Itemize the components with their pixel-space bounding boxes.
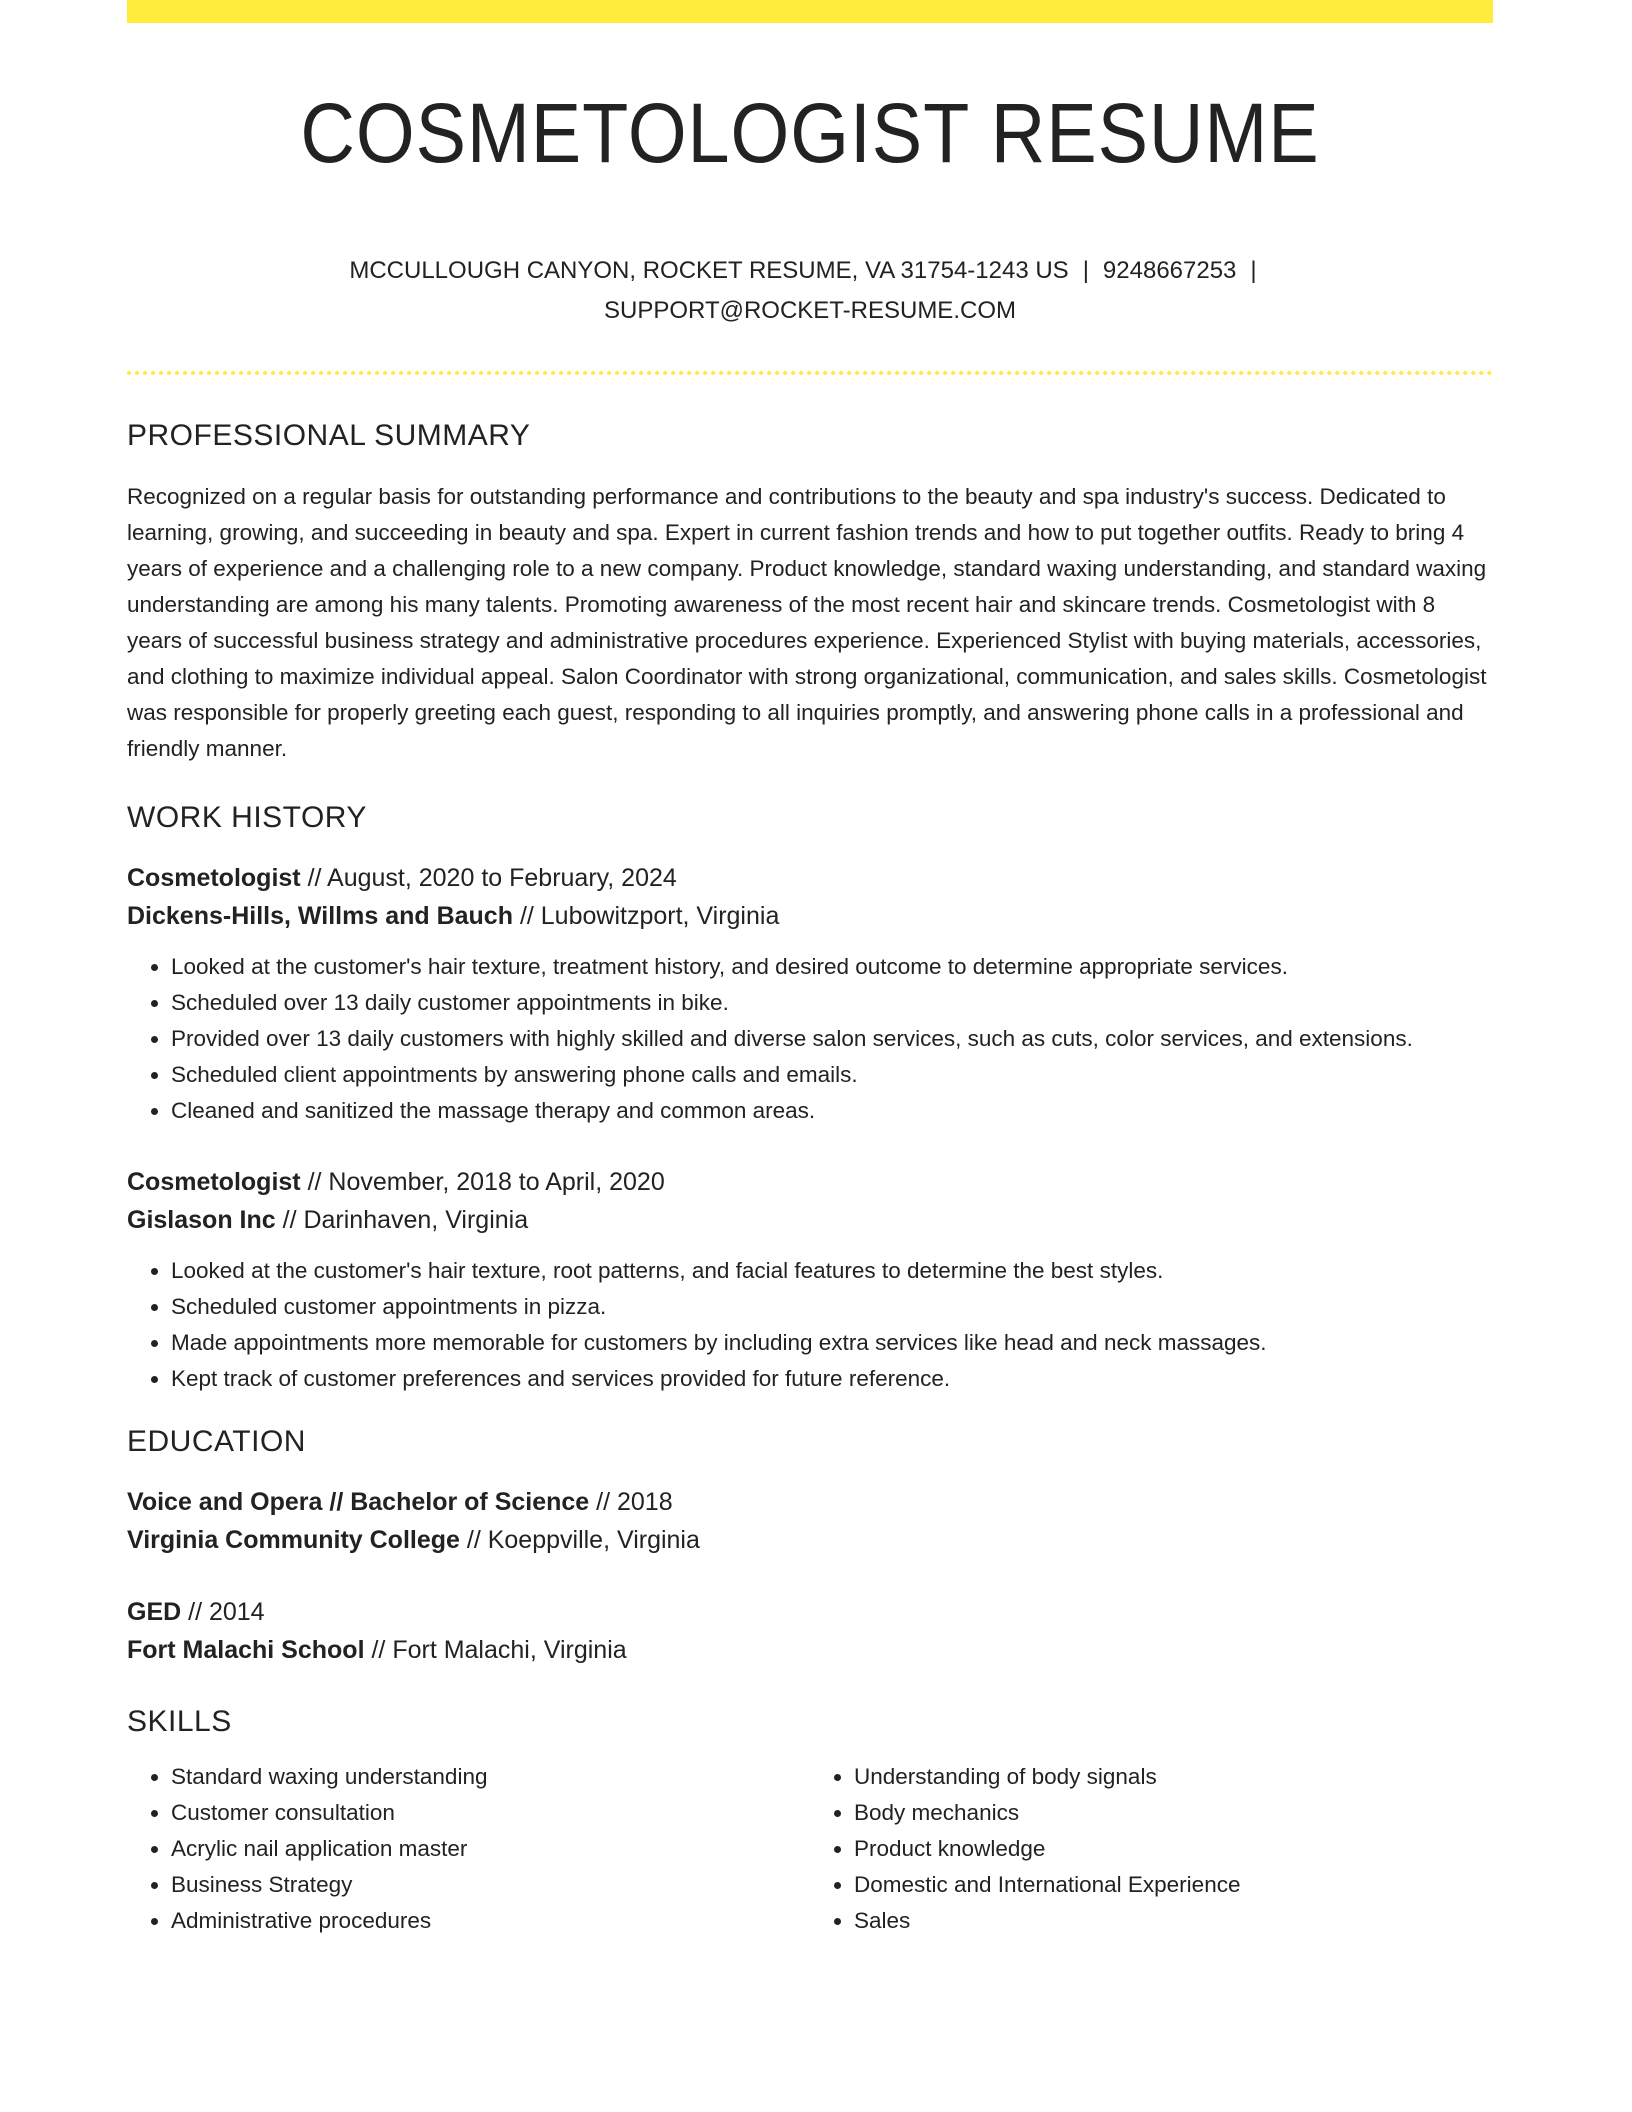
job-entry [127, 859, 1493, 935]
skills-list-right [810, 1759, 1493, 1939]
job-entry [127, 1163, 1493, 1239]
job-location: // Lubowitzport, Virginia [513, 902, 780, 930]
job-bullet: • Scheduled client appointments by answering phone calls and emails. [171, 1057, 1493, 1093]
accent-bar [127, 0, 1493, 23]
education-entry [127, 1593, 1493, 1669]
job-bullet: • Scheduled over 13 daily customer appointments in bike. [171, 985, 1493, 1021]
skill-item: • Customer consultation [171, 1795, 810, 1831]
skill-item: • Understanding of body signals [854, 1759, 1493, 1795]
education-degree: Voice and Opera // Bachelor of Science [127, 1488, 590, 1516]
job-company-line [127, 1201, 1493, 1239]
education-entry [127, 1483, 1493, 1559]
job-bullet: • Provided over 13 daily customers with highly skilled and diverse salon services, such as cuts, color services, and extensions. [171, 1021, 1493, 1057]
education-year: // 2018 [589, 1488, 673, 1516]
skills-columns [127, 1759, 1493, 1939]
education-school-line [127, 1631, 1493, 1669]
skill-item: • Domestic and International Experience [854, 1867, 1493, 1903]
job-bullet: • Made appointments more memorable for customers by including extra services like head and neck massages. [171, 1325, 1493, 1361]
skill-item: • Body mechanics [854, 1795, 1493, 1831]
contact-separator: | [1250, 257, 1257, 284]
contact-info [127, 251, 1493, 331]
contact-separator: | [1082, 257, 1089, 284]
job-location: // Darinhaven, Virginia [275, 1206, 529, 1234]
education-heading: EDUCATION [127, 1425, 306, 1458]
job-company: Gislason Inc [127, 1206, 276, 1234]
job-title-line [127, 859, 1493, 897]
job-company-line [127, 897, 1493, 935]
contact-email: SUPPORT@ROCKET-RESUME.COM [604, 297, 1016, 324]
skill-item: • Business Strategy [171, 1867, 810, 1903]
resume-title: COSMETOLOGIST RESUME [300, 86, 1320, 180]
job-bullet: • Looked at the customer's hair texture, root patterns, and facial features to determine the best styles. [171, 1253, 1493, 1289]
education-degree-line [127, 1483, 1493, 1521]
job-bullet: • Scheduled customer appointments in pizza. [171, 1289, 1493, 1325]
education-school-line [127, 1521, 1493, 1559]
skill-item: • Product knowledge [854, 1831, 1493, 1867]
contact-phone: 9248667253 [1102, 257, 1237, 284]
skill-item: • Administrative procedures [171, 1903, 810, 1939]
skill-item: • Sales [854, 1903, 1493, 1939]
summary-text: Recognized on a regular basis for outstanding performance and contributions to the beauty and spa industry's success. Dedicated to learning, growing, and succeeding in beauty and spa. Expert in current fashion trends and how to put together outfits. Ready to bring 4 years of experience and a challenging role to a new company. Product knowledge, standard waxing understanding, and standard waxing understanding are among his many talents. Promoting awareness of the most recent hair and skincare trends. Cosmetologist with 8 years of successful business strategy and administrative procedures experience. Experienced Stylist with buying materials, accessories, and clothing to maximize individual appeal. Salon Coordinator with strong organizational, communication, and sales skills. Cosmetologist was responsible for properly greeting each guest, responding to all inquiries promptly, and answering phone calls in a professional and friendly manner. [127, 484, 1487, 761]
skills-heading: SKILLS [127, 1705, 232, 1738]
job-bullet: • Cleaned and sanitized the massage therapy and common areas. [171, 1093, 1493, 1129]
work-history-heading: WORK HISTORY [127, 801, 367, 834]
resume-page [127, 0, 1493, 1939]
skills-list-left [127, 1759, 810, 1939]
job-bullets [127, 949, 1493, 1129]
dotted-divider [127, 371, 1493, 375]
job-title: Cosmetologist [127, 1168, 301, 1196]
education-degree: GED [127, 1598, 182, 1626]
skill-item: • Standard waxing understanding [171, 1759, 810, 1795]
summary-heading: PROFESSIONAL SUMMARY [127, 419, 531, 452]
education-degree-line [127, 1593, 1493, 1631]
job-dates: // November, 2018 to April, 2020 [300, 1168, 665, 1196]
contact-address: MCCULLOUGH CANYON, ROCKET RESUME, VA 31754-1243 US [349, 257, 1069, 284]
job-title: Cosmetologist [127, 864, 301, 892]
job-company: Dickens-Hills, Willms and Bauch [127, 902, 513, 930]
skill-item: • Acrylic nail application master [171, 1831, 810, 1867]
job-dates: // August, 2020 to February, 2024 [300, 864, 677, 892]
education-year: // 2014 [181, 1598, 265, 1626]
job-bullets [127, 1253, 1493, 1397]
education-school: Virginia Community College [127, 1526, 460, 1554]
education-school: Fort Malachi School [127, 1636, 365, 1664]
job-bullet: • Kept track of customer preferences and services provided for future reference. [171, 1361, 1493, 1397]
job-bullet: • Looked at the customer's hair texture, treatment history, and desired outcome to determine appropriate services. [171, 949, 1493, 985]
job-title-line [127, 1163, 1493, 1201]
education-location: // Koeppville, Virginia [459, 1526, 700, 1554]
education-location: // Fort Malachi, Virginia [364, 1636, 627, 1664]
